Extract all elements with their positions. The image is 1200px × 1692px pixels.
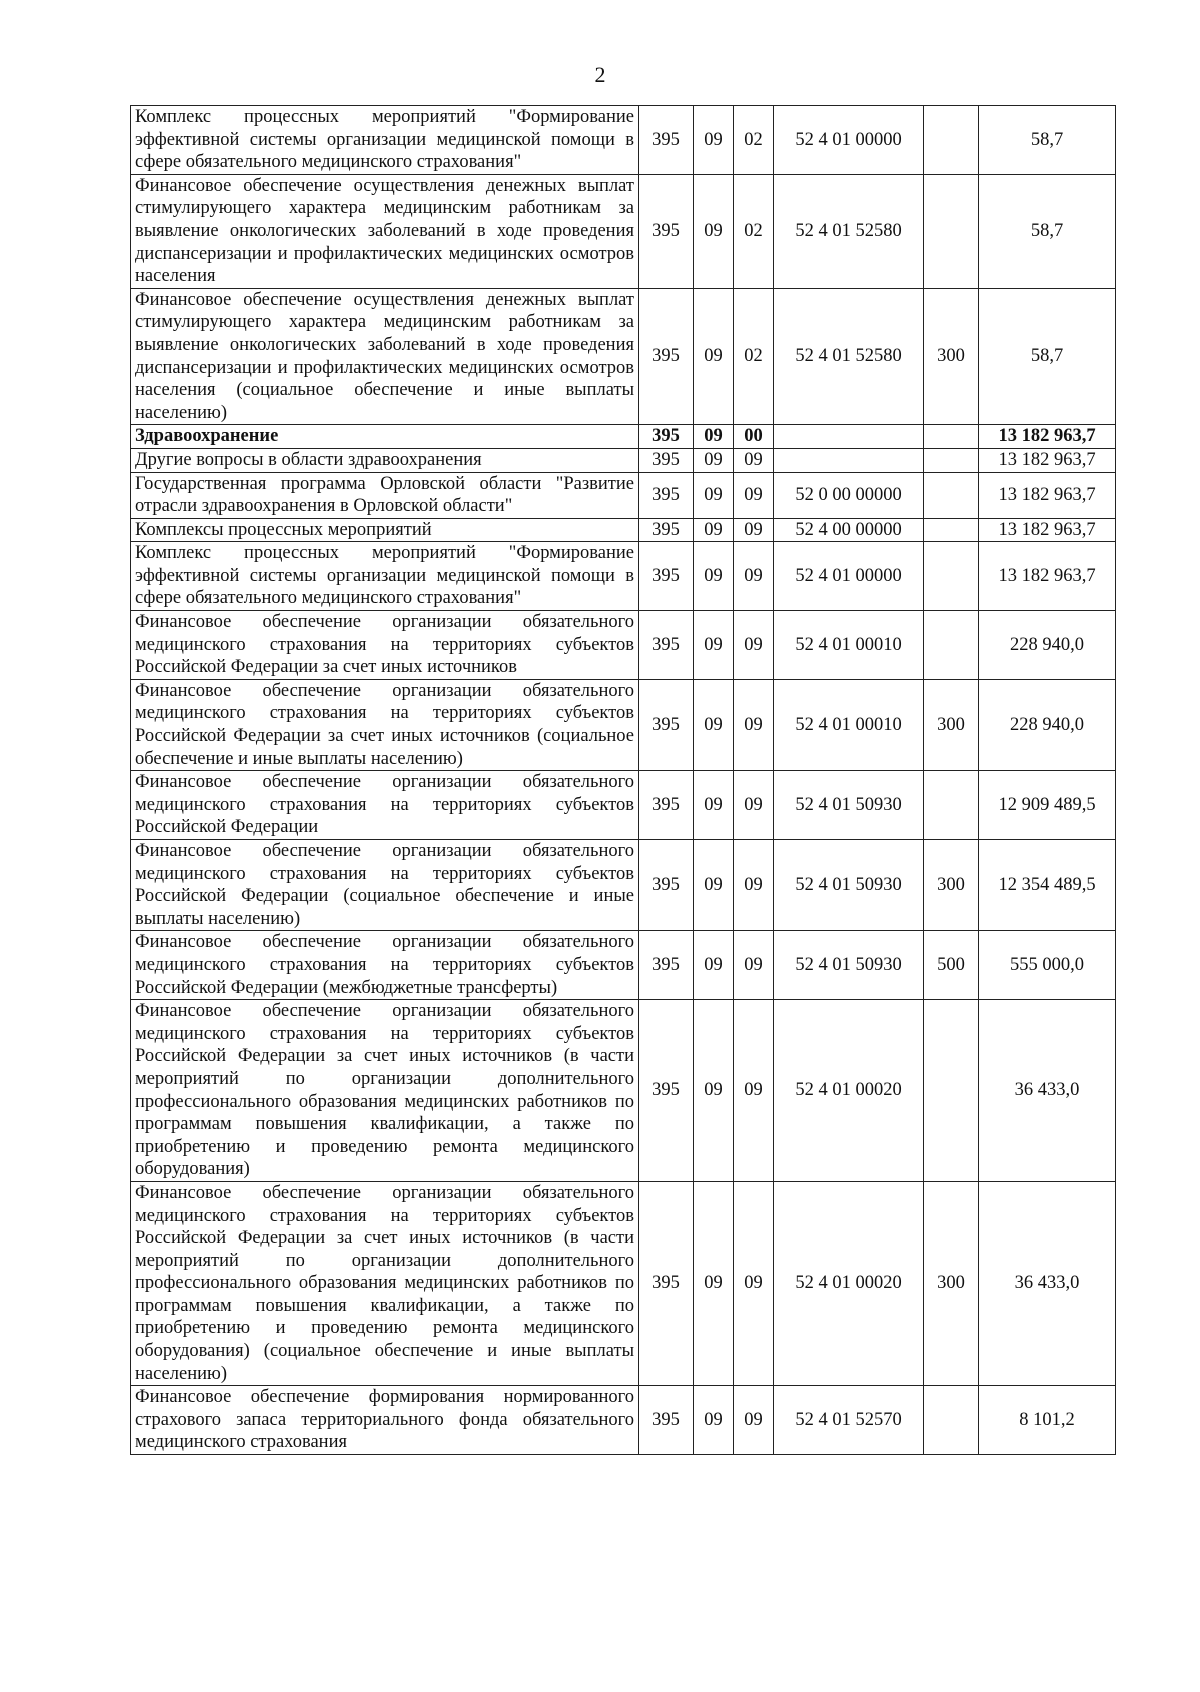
table-row: [131, 931, 1116, 1000]
table-row: [131, 771, 1116, 840]
row-subsection-code: 09: [734, 448, 774, 472]
row-grbs-code: 395: [639, 771, 694, 840]
table-row: [131, 472, 1116, 518]
row-subsection-code: 09: [734, 611, 774, 680]
row-expense-type: [924, 542, 979, 611]
row-name: Финансовое обеспечение организации обязательного медицинского страхования на территориях субъектов Российской Федерации за счет иных источников: [131, 611, 639, 680]
row-section-code: 09: [694, 542, 734, 611]
row-expense-type: [924, 1000, 979, 1182]
table-row: [131, 542, 1116, 611]
row-amount: 36 433,0: [979, 1000, 1116, 1182]
row-target-article: 52 4 01 00020: [774, 1181, 924, 1385]
row-expense-type: [924, 472, 979, 518]
table-row: [131, 1000, 1116, 1182]
row-expense-type: [924, 771, 979, 840]
row-amount: 58,7: [979, 106, 1116, 175]
row-section-code: 09: [694, 472, 734, 518]
row-grbs-code: 395: [639, 174, 694, 288]
row-name: Другие вопросы в области здравоохранения: [131, 448, 639, 472]
page-number: 2: [594, 62, 606, 87]
row-grbs-code: 395: [639, 288, 694, 425]
row-grbs-code: 395: [639, 542, 694, 611]
row-amount: 13 182 963,7: [979, 518, 1116, 542]
table-row: [131, 840, 1116, 931]
table-row: [131, 174, 1116, 288]
row-expense-type: 300: [924, 840, 979, 931]
row-subsection-code: 09: [734, 1181, 774, 1385]
row-grbs-code: 395: [639, 1386, 694, 1455]
row-target-article: 52 0 00 00000: [774, 472, 924, 518]
row-grbs-code: 395: [639, 425, 694, 449]
row-target-article: 52 4 01 50930: [774, 771, 924, 840]
row-name: Комплекс процессных мероприятий "Формирование эффективной системы организации медицинской помощи в сфере обязательного медицинского страхования": [131, 542, 639, 611]
row-grbs-code: 395: [639, 518, 694, 542]
row-subsection-code: 09: [734, 931, 774, 1000]
row-expense-type: [924, 611, 979, 680]
row-subsection-code: 09: [734, 840, 774, 931]
row-name: Комплекс процессных мероприятий "Формирование эффективной системы организации медицинской помощи в сфере обязательного медицинского страхования": [131, 106, 639, 175]
row-target-article: 52 4 01 00000: [774, 106, 924, 175]
row-subsection-code: 09: [734, 1386, 774, 1455]
row-expense-type: [924, 425, 979, 449]
row-name: Финансовое обеспечение организации обязательного медицинского страхования на территориях субъектов Российской Федерации за счет иных источников (в части мероприятий по организации дополнительного профессионального образования медицинских работников по программам повышения квалификации, а также по приобретению и проведению ремонта медицинского оборудования): [131, 1000, 639, 1182]
row-expense-type: [924, 448, 979, 472]
row-name: Финансовое обеспечение осуществления денежных выплат стимулирующего характера медицинским работникам за выявление онкологических заболеваний в ходе проведения диспансеризации и профилактических медицинских осмотров населения (социальное обеспечение и иные выплаты населению): [131, 288, 639, 425]
row-name: Здравоохранение: [131, 425, 639, 449]
row-section-code: 09: [694, 771, 734, 840]
row-subsection-code: 02: [734, 106, 774, 175]
row-expense-type: [924, 1386, 979, 1455]
row-amount: 8 101,2: [979, 1386, 1116, 1455]
row-section-code: 09: [694, 448, 734, 472]
table-row: [131, 1181, 1116, 1385]
row-grbs-code: 395: [639, 106, 694, 175]
row-amount: 13 182 963,7: [979, 448, 1116, 472]
row-expense-type: [924, 174, 979, 288]
row-name: Финансовое обеспечение организации обязательного медицинского страхования на территориях субъектов Российской Федерации за счет иных источников (социальное обеспечение и иные выплаты населению): [131, 679, 639, 770]
row-name: Финансовое обеспечение осуществления денежных выплат стимулирующего характера медицинским работникам за выявление онкологических заболеваний в ходе проведения диспансеризации и профилактических медицинских осмотров населения: [131, 174, 639, 288]
table-row: [131, 679, 1116, 770]
row-target-article: 52 4 01 52580: [774, 174, 924, 288]
row-amount: 58,7: [979, 288, 1116, 425]
row-section-code: 09: [694, 106, 734, 175]
row-amount: 36 433,0: [979, 1181, 1116, 1385]
row-target-article: 52 4 01 00000: [774, 542, 924, 611]
row-subsection-code: 02: [734, 174, 774, 288]
row-amount: 228 940,0: [979, 611, 1116, 680]
table-row: [131, 106, 1116, 175]
row-name: Финансовое обеспечение организации обязательного медицинского страхования на территориях субъектов Российской Федерации за счет иных источников (в части мероприятий по организации дополнительного профессионального образования медицинских работников по программам повышения квалификации, а также по приобретению и проведению ремонта медицинского оборудования) (социальное обеспечение и иные выплаты населению): [131, 1181, 639, 1385]
row-grbs-code: 395: [639, 448, 694, 472]
row-section-code: 09: [694, 174, 734, 288]
row-amount: 12 354 489,5: [979, 840, 1116, 931]
row-amount: 58,7: [979, 174, 1116, 288]
row-grbs-code: 395: [639, 679, 694, 770]
row-amount: 555 000,0: [979, 931, 1116, 1000]
row-section-code: 09: [694, 679, 734, 770]
row-grbs-code: 395: [639, 931, 694, 1000]
row-expense-type: [924, 106, 979, 175]
row-amount: 12 909 489,5: [979, 771, 1116, 840]
row-target-article: 52 4 01 00010: [774, 611, 924, 680]
row-subsection-code: 09: [734, 1000, 774, 1182]
row-section-code: 09: [694, 1386, 734, 1455]
row-expense-type: 300: [924, 288, 979, 425]
row-target-article: 52 4 01 50930: [774, 931, 924, 1000]
row-target-article: 52 4 00 00000: [774, 518, 924, 542]
row-section-code: 09: [694, 611, 734, 680]
row-name: Финансовое обеспечение организации обязательного медицинского страхования на территориях субъектов Российской Федерации: [131, 771, 639, 840]
row-section-code: 09: [694, 425, 734, 449]
row-expense-type: 300: [924, 679, 979, 770]
row-amount: 13 182 963,7: [979, 542, 1116, 611]
row-subsection-code: 02: [734, 288, 774, 425]
table-row: [131, 288, 1116, 425]
row-subsection-code: 09: [734, 771, 774, 840]
row-expense-type: 500: [924, 931, 979, 1000]
table-row: [131, 611, 1116, 680]
row-grbs-code: 395: [639, 1000, 694, 1182]
row-target-article: 52 4 01 50930: [774, 840, 924, 931]
row-section-code: 09: [694, 518, 734, 542]
row-amount: 13 182 963,7: [979, 425, 1116, 449]
budget-table-body: [131, 106, 1116, 1455]
row-section-code: 09: [694, 1000, 734, 1182]
row-section-code: 09: [694, 1181, 734, 1385]
row-section-code: 09: [694, 840, 734, 931]
row-target-article: 52 4 01 00010: [774, 679, 924, 770]
row-grbs-code: 395: [639, 840, 694, 931]
row-name: Государственная программа Орловской области "Развитие отрасли здравоохранения в Орловской области": [131, 472, 639, 518]
row-amount: 228 940,0: [979, 679, 1116, 770]
row-section-code: 09: [694, 288, 734, 425]
row-amount: 13 182 963,7: [979, 472, 1116, 518]
table-row: [131, 1386, 1116, 1455]
row-name: Финансовое обеспечение организации обязательного медицинского страхования на территориях субъектов Российской Федерации (социальное обеспечение и иные выплаты населению): [131, 840, 639, 931]
row-subsection-code: 00: [734, 425, 774, 449]
row-subsection-code: 09: [734, 518, 774, 542]
row-expense-type: 300: [924, 1181, 979, 1385]
row-target-article: [774, 448, 924, 472]
row-grbs-code: 395: [639, 611, 694, 680]
table-row: [131, 518, 1116, 542]
row-section-code: 09: [694, 931, 734, 1000]
row-subsection-code: 09: [734, 472, 774, 518]
table-row: [131, 448, 1116, 472]
row-name: Финансовое обеспечение формирования нормированного страхового запаса территориального фонда обязательного медицинского страхования: [131, 1386, 639, 1455]
table-row: [131, 425, 1116, 449]
row-name: Финансовое обеспечение организации обязательного медицинского страхования на территориях субъектов Российской Федерации (межбюджетные трансферты): [131, 931, 639, 1000]
row-expense-type: [924, 518, 979, 542]
row-grbs-code: 395: [639, 472, 694, 518]
row-target-article: 52 4 01 52570: [774, 1386, 924, 1455]
row-subsection-code: 09: [734, 679, 774, 770]
row-target-article: 52 4 01 00020: [774, 1000, 924, 1182]
row-target-article: 52 4 01 52580: [774, 288, 924, 425]
row-subsection-code: 09: [734, 542, 774, 611]
budget-table: [130, 105, 1116, 1455]
row-grbs-code: 395: [639, 1181, 694, 1385]
row-name: Комплексы процессных мероприятий: [131, 518, 639, 542]
row-target-article: [774, 425, 924, 449]
